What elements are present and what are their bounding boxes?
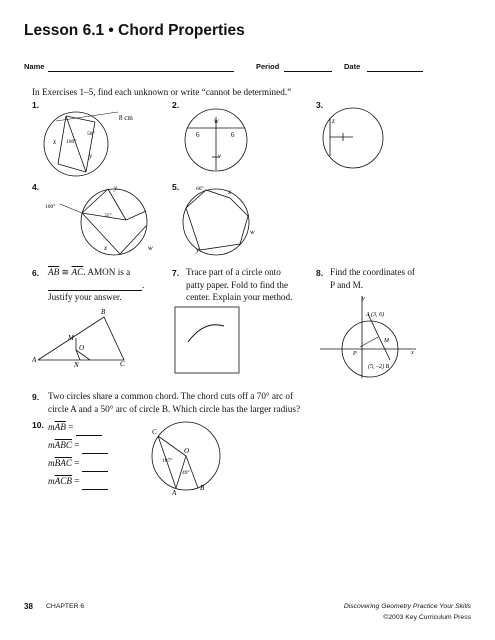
ex5-w-label: w bbox=[250, 228, 255, 236]
ex10-answer-2[interactable] bbox=[82, 444, 108, 454]
ex8-line-1: Find the coordinates of bbox=[330, 267, 415, 277]
ex4-figure bbox=[36, 186, 152, 256]
ex2-side1-label: 6 bbox=[196, 131, 200, 139]
chapter-label: CHAPTER 6 bbox=[46, 603, 85, 610]
page-number: 38 bbox=[24, 602, 33, 611]
ex7-arc bbox=[188, 325, 224, 342]
ex5-polygon bbox=[186, 190, 248, 250]
ex10-answer-1[interactable] bbox=[76, 426, 102, 436]
ex1-number: 1. bbox=[32, 100, 40, 110]
ex3-figure bbox=[320, 106, 386, 172]
ex7-number: 7. bbox=[172, 268, 180, 278]
ex9-text bbox=[48, 390, 408, 415]
ex9-line-2: circle A and a 50° arc of circle B. Which circle has the larger radius? bbox=[48, 403, 301, 414]
ex6-point-a: A bbox=[32, 356, 37, 364]
ex10-point-b: B bbox=[200, 484, 205, 492]
ex5-number: 5. bbox=[172, 182, 180, 192]
ex6-point-n: N bbox=[74, 361, 79, 369]
ex7-figure bbox=[174, 306, 240, 374]
name-label: Name bbox=[24, 62, 45, 71]
ex8-x-label: x bbox=[411, 350, 414, 356]
ex8-point-p: P bbox=[353, 351, 357, 357]
date-label: Date bbox=[344, 62, 361, 71]
ex7-line-2: patty paper. Fold to find the bbox=[186, 279, 289, 290]
ex7-text bbox=[186, 266, 310, 304]
ex6-point-m: M bbox=[68, 334, 74, 342]
ex10-figure bbox=[138, 418, 228, 496]
ex1-y-label: y bbox=[89, 152, 93, 160]
ex1-figure bbox=[38, 108, 168, 178]
ex6-segment-ac: $\overline{AC}$ bbox=[71, 267, 84, 277]
ex3-z-label: z bbox=[332, 117, 335, 125]
ex10-angle2-label: 49° bbox=[182, 470, 190, 476]
instructions: In Exercises 1–5, find each unknown or write “cannot be determined.” bbox=[32, 87, 292, 97]
period-label: Period bbox=[256, 62, 280, 71]
ex10-item-3: $m\overline{BAC}$ = bbox=[48, 454, 148, 472]
ex1-x-label: x bbox=[53, 138, 57, 146]
ex7-line-3: center. Explain your method. bbox=[186, 292, 293, 302]
ex2-figure bbox=[178, 108, 254, 176]
ex10-items bbox=[48, 418, 148, 490]
ex10-point-c: C bbox=[152, 428, 157, 436]
ex9-number: 9. bbox=[32, 392, 40, 402]
ex9-line-1: Two circles share a common chord. The chord cuts off a 70° arc of bbox=[48, 391, 294, 401]
ex6-text3: Justify your answer. bbox=[48, 292, 122, 302]
ex8-y-label: y bbox=[362, 296, 365, 302]
ex8-chord bbox=[368, 314, 390, 360]
book-title: Discovering Geometry Practice Your Skills bbox=[343, 603, 471, 610]
ex2-side2-label: 6 bbox=[231, 131, 235, 139]
name-field[interactable] bbox=[48, 71, 234, 72]
ex10-answer-3[interactable] bbox=[82, 462, 108, 472]
ex10-point-o: O bbox=[184, 447, 190, 455]
ex4-angle2-label: 35° bbox=[104, 213, 112, 219]
ex3-number: 3. bbox=[316, 100, 324, 110]
ex4-angle1-label: 100° bbox=[45, 204, 56, 210]
ex4-y-label: y bbox=[114, 184, 118, 192]
ex4-angle-line bbox=[60, 204, 82, 213]
ex6-point-o: O bbox=[79, 344, 85, 352]
ex6-text1: . AMON is a bbox=[83, 267, 131, 277]
ex10-number: 10. bbox=[32, 420, 44, 430]
ex5-figure bbox=[178, 186, 260, 256]
ex5-x-label: x bbox=[228, 188, 232, 196]
ex7-line-1: Trace part of a circle onto bbox=[186, 267, 281, 277]
ex8-number: 8. bbox=[316, 268, 324, 278]
ex10-angle1-label: 107° bbox=[162, 458, 173, 464]
ex10-item-1: $m\overline{AB}$ = bbox=[48, 418, 148, 436]
ex10-item-2: $m\overline{ABC}$ = bbox=[48, 436, 148, 454]
ex6-point-c: C bbox=[120, 360, 125, 368]
ex8-text bbox=[330, 266, 450, 291]
ex10-point-a: A bbox=[172, 489, 177, 497]
ex8-line-2: P and M. bbox=[330, 279, 364, 290]
ex2-v-label: v bbox=[218, 152, 222, 160]
ex6-text2: . bbox=[142, 279, 145, 290]
ex6-segment-ab: $\overline{AB}$ bbox=[48, 267, 60, 277]
ex1-angle2-label: 100° bbox=[66, 139, 77, 145]
ex6-congruent: ≅ bbox=[61, 267, 70, 277]
ex4-x-label: x bbox=[104, 244, 108, 252]
ex5-angle-label: 66° bbox=[196, 186, 204, 192]
ex6-point-b: B bbox=[101, 308, 106, 316]
ex8-figure bbox=[318, 296, 418, 378]
ex8-point-a: A (3, 6) bbox=[366, 312, 385, 318]
ex10-answer-4[interactable] bbox=[82, 480, 108, 490]
ex4-number: 4. bbox=[32, 182, 40, 192]
date-field[interactable] bbox=[367, 71, 423, 72]
ex4-w-label: w bbox=[148, 244, 153, 252]
ex6-number: 6. bbox=[32, 268, 40, 278]
page-title: Lesson 6.1 • Chord Properties bbox=[24, 22, 245, 39]
ex8-point-b: (5, –2) B bbox=[368, 364, 390, 370]
ex7-patty-paper bbox=[175, 307, 239, 373]
copyright: ©2003 Key Curriculum Press bbox=[383, 614, 471, 621]
ex10-item-4: $m\overline{ACB}$ = bbox=[48, 472, 148, 490]
period-field[interactable] bbox=[284, 71, 332, 72]
ex5-y-label: y bbox=[196, 246, 200, 254]
ex6-text bbox=[48, 266, 166, 304]
ex1-length-label: 8 cm bbox=[119, 114, 133, 122]
ex5-circle bbox=[183, 189, 249, 255]
ex2-w-label: w bbox=[214, 117, 219, 125]
ex1-angle1-label: 50° bbox=[87, 131, 95, 137]
ex6-answer-blank[interactable] bbox=[48, 279, 145, 291]
ex2-number: 2. bbox=[172, 100, 180, 110]
ex8-point-m: M bbox=[384, 338, 389, 344]
ex6-figure bbox=[32, 310, 132, 372]
